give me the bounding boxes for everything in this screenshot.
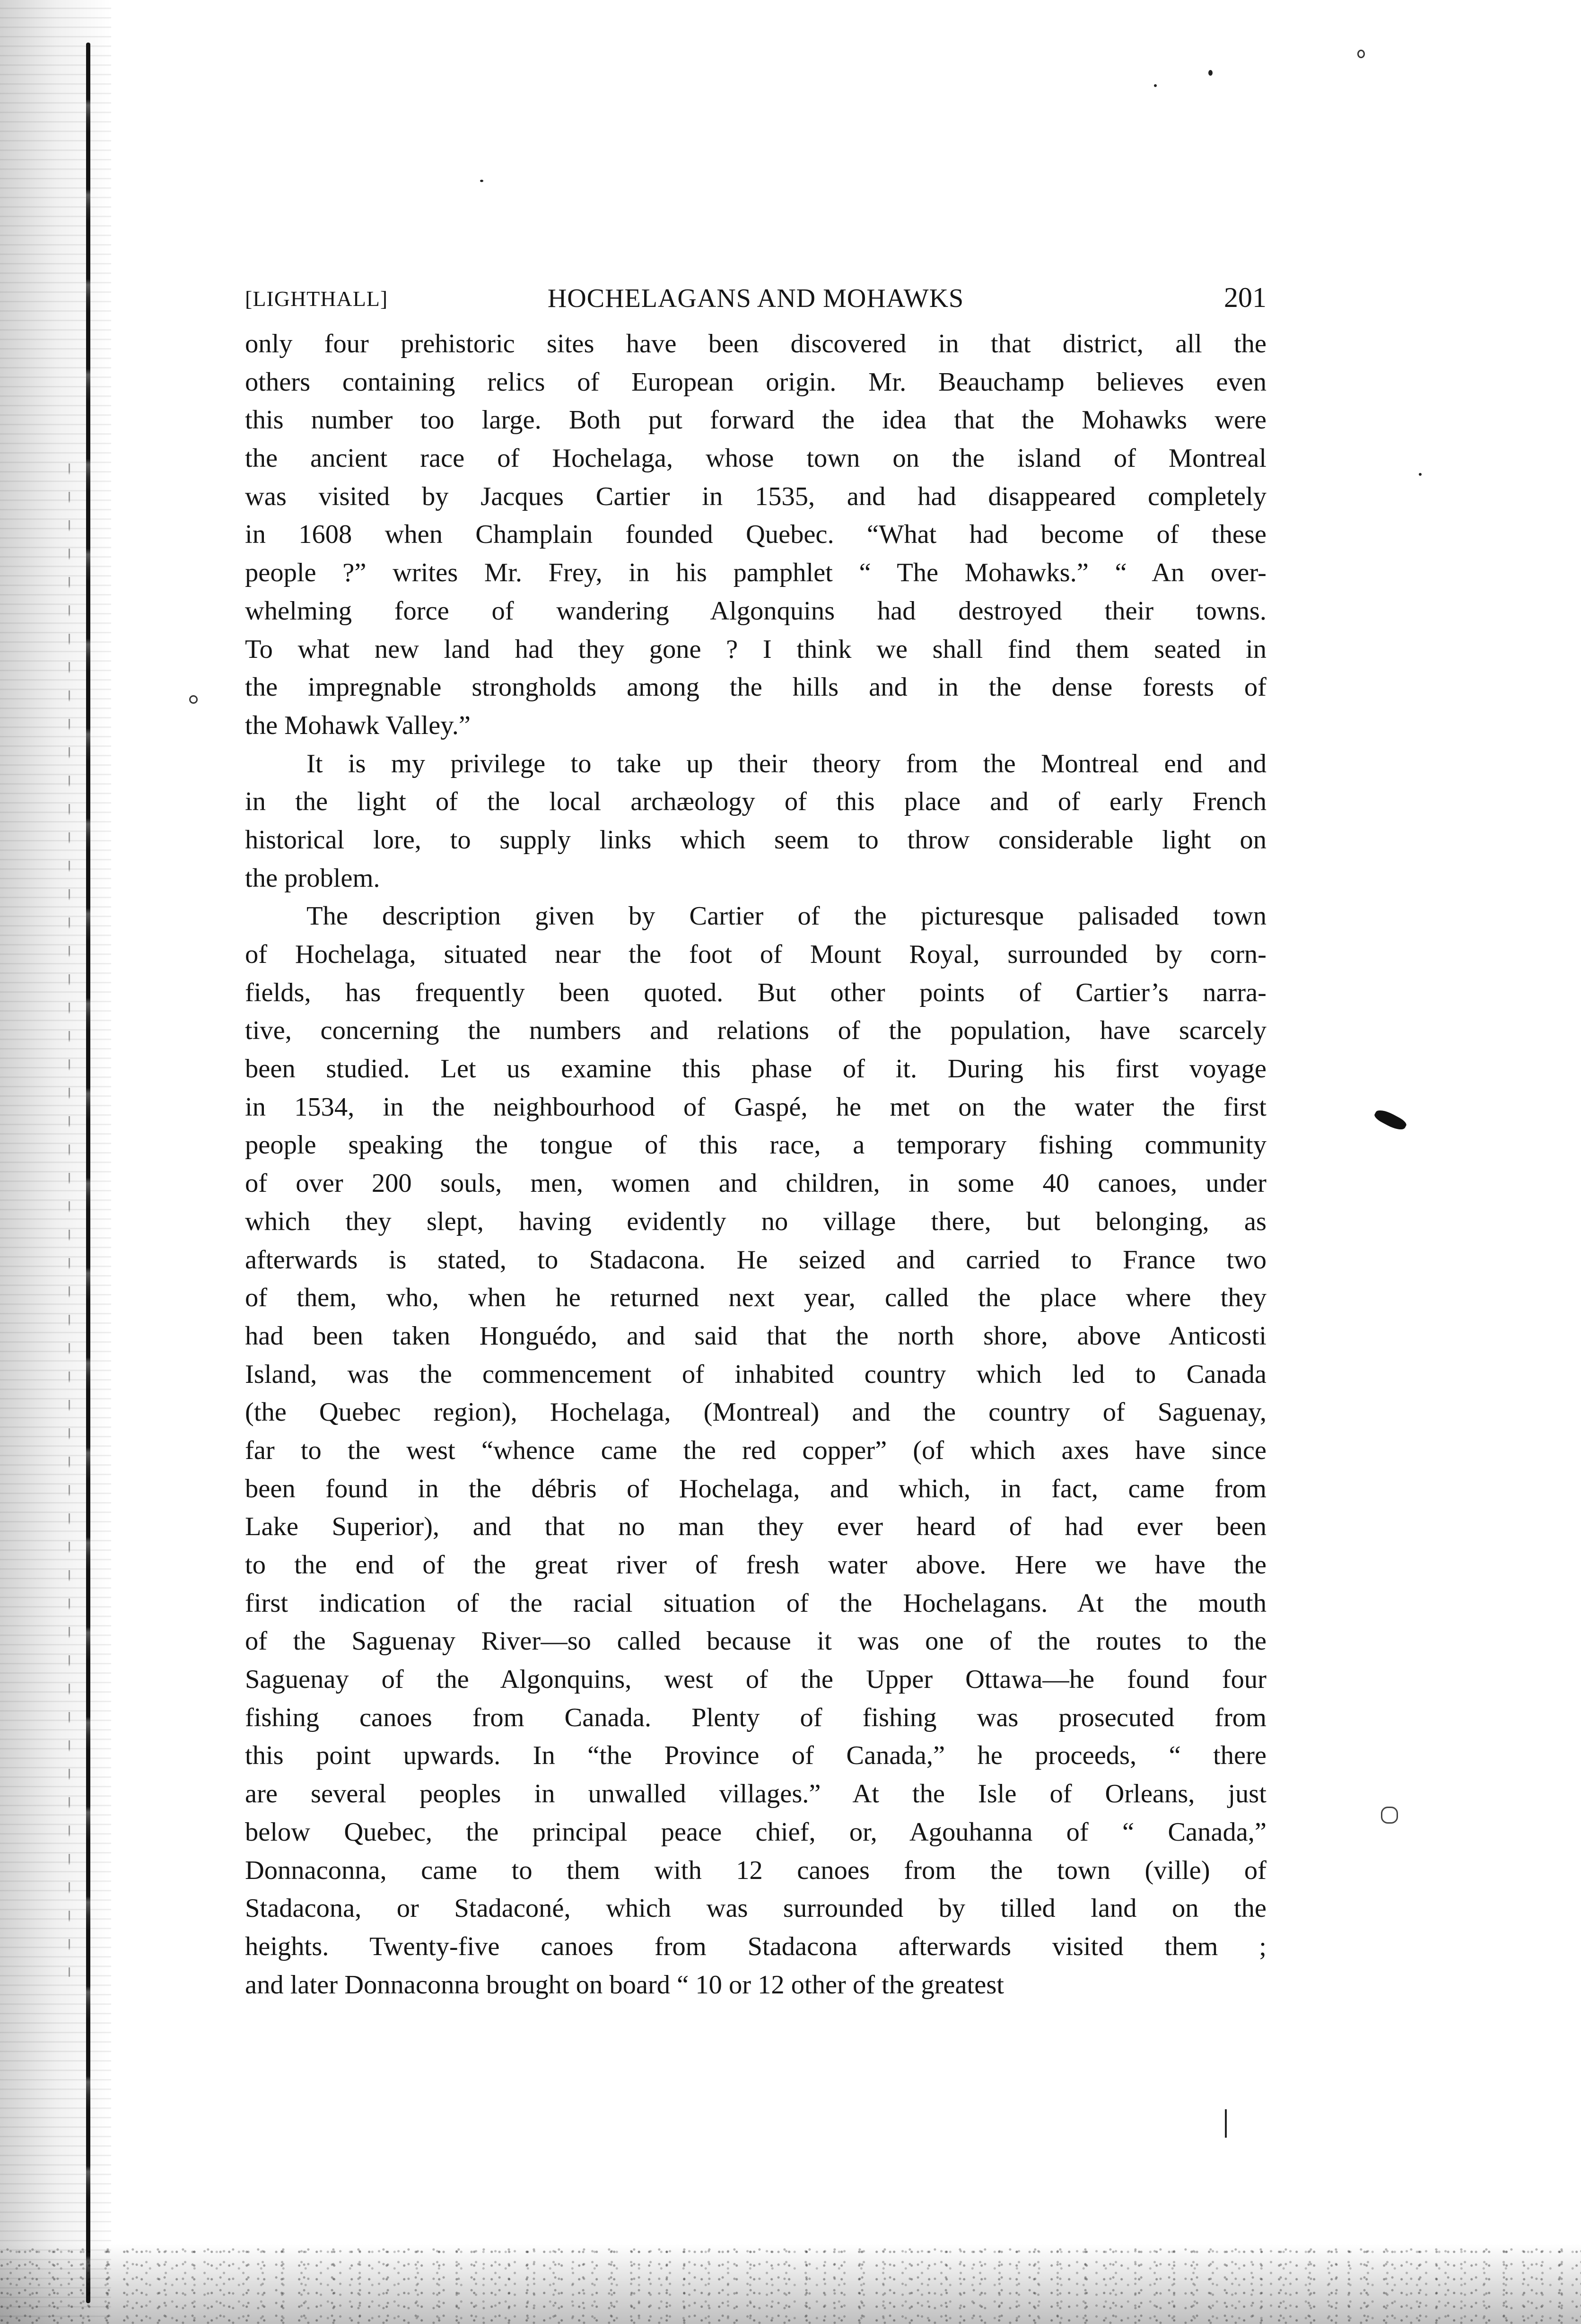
text-line: (the Quebec region), Hochelaga, (Montreal) and the country of Saguenay, bbox=[245, 1398, 1267, 1427]
text-line: fields, has frequently been quoted. But other points of Cartier’s narra- bbox=[245, 978, 1267, 1007]
text-line: Island, was the commencement of inhabited country which led to Canada bbox=[245, 1359, 1267, 1389]
text-line: the impregnable strongholds among the hills and in the dense forests of bbox=[245, 673, 1267, 702]
running-head-title: HOCHELAGANS AND MOHAWKS bbox=[547, 284, 964, 313]
scan-speck bbox=[1154, 84, 1157, 87]
scan-speck bbox=[189, 695, 198, 704]
text-line: the ancient race of Hochelaga, whose town on the island of Montreal bbox=[245, 444, 1267, 473]
text-line: others containing relics of European origin. Mr. Beauchamp believes even bbox=[245, 367, 1267, 397]
text-line: The description given by Cartier of the picturesque palisaded town bbox=[306, 901, 1267, 931]
text-line: of the Saguenay River—so called because it was one of the routes to the bbox=[245, 1626, 1267, 1656]
scan-speck bbox=[1419, 473, 1422, 476]
text-line: of them, who, when he returned next year, called the place where they bbox=[245, 1283, 1267, 1313]
running-head-author: [LIGHTHALL] bbox=[245, 287, 388, 311]
text-line: to the end of the great river of fresh water above. Here we have the bbox=[245, 1550, 1267, 1580]
text-line: which they slept, having evidently no village there, but belonging, as bbox=[245, 1206, 1267, 1236]
text-line: this point upwards. In “the Province of Canada,” he proceeds, “ there bbox=[245, 1741, 1267, 1771]
text-line: people ?” writes Mr. Frey, in his pamphlet “ The Mohawks.” “ An over- bbox=[245, 558, 1267, 588]
text-line: in 1608 when Champlain founded Quebec. “What had become of these bbox=[245, 520, 1267, 550]
text-line: in 1534, in the neighbourhood of Gaspé, he met on the water the first bbox=[245, 1092, 1267, 1122]
text-line: of over 200 souls, men, women and children, in some 40 canoes, under bbox=[245, 1169, 1267, 1198]
text-line: people speaking the tongue of this race, a temporary fishing community bbox=[245, 1130, 1267, 1160]
text-line: whelming force of wandering Algonquins had destroyed their towns. bbox=[245, 596, 1267, 626]
text-line: heights. Twenty-five canoes from Stadacona afterwards visited them ; bbox=[245, 1931, 1267, 1961]
text-line: was visited by Jacques Cartier in 1535, and had disappeared completely bbox=[245, 481, 1267, 511]
text-line: in the light of the local archæology of this place and of early French bbox=[245, 787, 1267, 817]
text-line: of Hochelaga, situated near the foot of Mount Royal, surrounded by corn- bbox=[245, 940, 1267, 969]
text-line: Saguenay of the Algonquins, west of the Upper Ottawa—he found four bbox=[245, 1665, 1267, 1695]
text-line: It is my privilege to take up their theory from the Montreal end and bbox=[306, 749, 1267, 778]
scan-speck bbox=[1208, 70, 1213, 76]
text-line: been studied. Let us examine this phase of it. During his first voyage bbox=[245, 1054, 1267, 1084]
text-line: this number too large. Both put forward the idea that the Mohawks were bbox=[245, 405, 1267, 435]
text-line: fishing canoes from Canada. Plenty of fishing was prosecuted from bbox=[245, 1703, 1267, 1732]
text-line: Donnaconna, came to them with 12 canoes from the town (ville) of bbox=[245, 1855, 1267, 1885]
text-line: and later Donnaconna brought on board “ 10 or 12 other of the greatest bbox=[245, 1970, 1005, 2000]
running-head bbox=[245, 281, 1267, 325]
text-line: historical lore, to supply links which seem to throw considerable light on bbox=[245, 825, 1267, 855]
text-line: tive, concerning the numbers and relations of the population, have scarcely bbox=[245, 1016, 1267, 1046]
ink-blot bbox=[1373, 1107, 1408, 1133]
page-number: 201 bbox=[1224, 282, 1267, 313]
binding-edge-line bbox=[86, 43, 90, 2303]
body-text bbox=[245, 325, 1267, 2004]
text-line: only four prehistoric sites have been discovered in that district, all the bbox=[245, 329, 1267, 358]
paragraph bbox=[245, 745, 1267, 898]
text-line: Lake Superior), and that no man they ever heard of had ever been bbox=[245, 1512, 1267, 1542]
text-line: To what new land had they gone ? I think we shall find them seated in bbox=[245, 634, 1267, 664]
text-line: the problem. bbox=[245, 863, 380, 893]
scan-speck bbox=[1357, 50, 1365, 58]
text-line: the Mohawk Valley.” bbox=[245, 710, 471, 740]
binding-edge-dashes bbox=[69, 463, 70, 1977]
text-line: are several peoples in unwalled villages.” At the Isle of Orleans, just bbox=[245, 1779, 1267, 1809]
scan-speck bbox=[480, 180, 483, 182]
paragraph bbox=[245, 897, 1267, 2004]
paragraph bbox=[245, 325, 1267, 745]
text-block bbox=[245, 281, 1267, 2004]
scan-speck bbox=[1381, 1807, 1398, 1824]
text-line: below Quebec, the principal peace chief, or, Agouhanna of “ Canada,” bbox=[245, 1817, 1267, 1847]
scan-mark bbox=[1225, 2109, 1227, 2138]
scan-noise-bottom bbox=[0, 2244, 1581, 2324]
binding-shadow bbox=[0, 0, 111, 2324]
text-line: first indication of the racial situation of the Hochelagans. At the mouth bbox=[245, 1588, 1267, 1618]
text-line: been found in the débris of Hochelaga, and which, in fact, came from bbox=[245, 1474, 1267, 1503]
text-line: afterwards is stated, to Stadacona. He seized and carried to France two bbox=[245, 1245, 1267, 1275]
text-line: far to the west “whence came the red copper” (of which axes have since bbox=[245, 1435, 1267, 1465]
text-line: Stadacona, or Stadaconé, which was surrounded by tilled land on the bbox=[245, 1894, 1267, 1923]
text-line: had been taken Honguédo, and said that the north shore, above Anticosti bbox=[245, 1321, 1267, 1351]
